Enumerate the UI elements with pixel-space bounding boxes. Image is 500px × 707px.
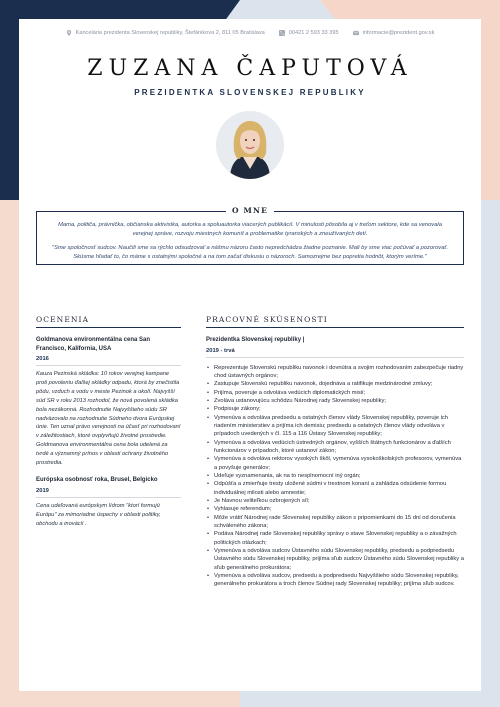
duty-item: • Vymenúva a odvoláva sudcov Ústavného súdu Slovenskej republiky, predsedu a podpredsedu Ústavného súdu Slovenskej republiky, prijíma sľub sudcov Ústavného súdu Slovenskej republiky a sľub generálneho prokurátora; — [214, 547, 464, 572]
duties-list — [206, 364, 464, 589]
award-item — [36, 336, 181, 467]
email-link[interactable]: informacie@prezident.gov.sk — [362, 30, 435, 36]
contact-address — [66, 30, 265, 36]
about-text — [37, 212, 463, 262]
address-text: Kancelária prezidenta Slovenskej republiky, Štefánikova 2, 811 05 Bratislava — [75, 30, 265, 36]
duty-item: • Vymenúva a odvoláva vedúcich ústredných orgánov, vyšších štátnych funkcionárov a ďalších funkcionárov v prípadoch, ktoré ustanoví zákon; — [214, 439, 464, 456]
portrait-photo — [216, 111, 284, 179]
duty-item: • Prijíma, poveruje a odvoláva vedúcich diplomatických misií; — [214, 389, 464, 397]
avatar-wrapper — [19, 111, 481, 179]
resume-page — [19, 19, 481, 691]
duty-item: • Podpisuje zákony; — [214, 405, 464, 413]
job-title: Prezidentka Slovenskej republiky | — [206, 337, 305, 343]
award-title: Goldmanova environmentálna cena San Francisco, Kalifornia, USA — [36, 337, 151, 352]
duty-item: • Môže vrátiť Národnej rade Slovenskej republiky zákon s pripomienkami do 15 dní od doručenia schváleného zákona; — [214, 514, 464, 531]
award-year: 2019 — [36, 488, 181, 498]
award-description: Kauza Pezinská skládka: 10 rokov verejnej kampane proti povoleniu ďalšej skládky odpadu, ktorá by znečistila pôdu, vzduch a vodu v meste Pezinok a okolí. Najvyšší súd SR v roku 2013 rozhodol, že nová povolená skládka bola nezákonná. Rozhodnutie Najvyššieho súdu SR nadväzovalo na rozhodnutie Súdneho dvora Európskej únie. Ten uznal právo verejnosti na účasť pri rozhodovaní v záležitostiach, ktoré ovplyvňujú životné prostredie. Goldmanova environmentálna cena bola udelená za tvrdé a významný prínos v oblasti ochrany životného prostredia. — [36, 371, 181, 466]
duty-item: • Podáva Národnej rade Slovenskej republiky správy o stave Slovenskej republiky a o závažných politických otázkach; — [214, 530, 464, 547]
duty-item: • Vyhlasuje referendum; — [214, 505, 464, 513]
person-title: PREZIDENTKA SLOVENSKEJ REPUBLIKY — [134, 88, 366, 97]
duty-item: • Je hlavnou veliteľkou ozbrojených síl; — [214, 497, 464, 505]
avatar — [216, 111, 284, 179]
phone-text: 00421 2 593 33 395 — [288, 30, 339, 36]
job-period: 2019 - trvá — [206, 348, 464, 358]
awards-title: OCENENIA — [36, 315, 181, 328]
contact-phone — [279, 30, 339, 36]
duty-item: • Vymenúva a odvoláva predsedu a ostatných členov vlády Slovenskej republiky, poveruje ich riadením ministerstiev a prijíma ich demisiu; predsedu a ostatných členov vlády odvoláva v prípadoch uvedených v čl. 115 a 116 Ústavy Slovenskej republiky; — [214, 414, 464, 439]
award-year: 2016 — [36, 356, 181, 366]
person-name: ZUZANA ČAPUTOVÁ — [87, 56, 413, 81]
envelope-icon — [353, 30, 359, 36]
duty-item: • Udeľuje vyznamenania, ak na to nesplnomocní iný orgán; — [214, 472, 464, 480]
about-section — [36, 206, 464, 265]
award-item — [36, 476, 181, 528]
duty-item: • Vymenúva a odvoláva sudcov, predsedu a podpredsedu Najvyššieho súdu Slovenskej republiky, generálneho prokurátora a troch členov Súdnej rady Slovenskej republiky; prijíma sľub sudcov. — [214, 572, 464, 589]
about-quote: "Sme spoločnosť sudcov. Naučili sme sa rýchlo odsudzovať a nášmu názoru často nepredchádza žiadne poznanie. Mali by sme viac počúvať a pozorovať. Skúsme hľadať to, čo máme s ostatnými spoločné a na tom začať diskusiu o názoroch. Samozrejme bez popretia hodnôt, ktorým veríme." — [51, 244, 449, 260]
about-title: O MNE — [226, 206, 274, 215]
duty-item: • Zvoláva ustanovujúcu schôdzu Národnej rady Slovenskej republiky; — [214, 397, 464, 405]
contact-email — [353, 30, 435, 36]
location-pin-icon — [66, 30, 72, 36]
experience-section — [206, 315, 464, 589]
duty-item: • Odpúšťa a zmierňuje tresty uložené súdmi v trestnom konaní a zahládza odsúdenie formou individuálnej milosti alebo amnestie; — [214, 480, 464, 497]
about-paragraph: Mama, političa, právnička, občianska aktivistka, autorka a spoluautorka viacerých publikácií. V minulosti pôsobila aj v treťom sektore, kde sa venovala verejnej správe, rozvoju miestnych komunít a problematike tyranských a zneužívaných detí. — [58, 222, 442, 237]
phone-icon — [279, 30, 285, 36]
award-description: Cena udeľovaná európskym lídrom "ktorí formujú Európu" za mimoriadne úspechy v oblasti politiky, obchodu a inovácií . — [36, 503, 161, 527]
awards-section — [36, 315, 181, 529]
duty-item: • Zastupuje Slovenskú republiku navonok, dojednáva a ratifikuje medzinárodné zmluvy; — [214, 380, 464, 388]
award-title: Európska osobnosť roka, Brusel, Belgicko — [36, 477, 158, 484]
contact-bar — [19, 19, 481, 36]
duty-item: • Vymenúva a odvoláva rektorov vysokých škôl, vymenúva vysokoškolských profesorov, vymenúva a povyšuje generálov; — [214, 455, 464, 472]
experience-title: PRACOVNÉ SKÚSENOSTI — [206, 315, 464, 328]
duty-item: • Reprezentuje Slovenskú republiku navonok i dovnútra a svojim rozhodovaním zabezpečuje riadny chod ústavných orgánov; — [214, 364, 464, 381]
